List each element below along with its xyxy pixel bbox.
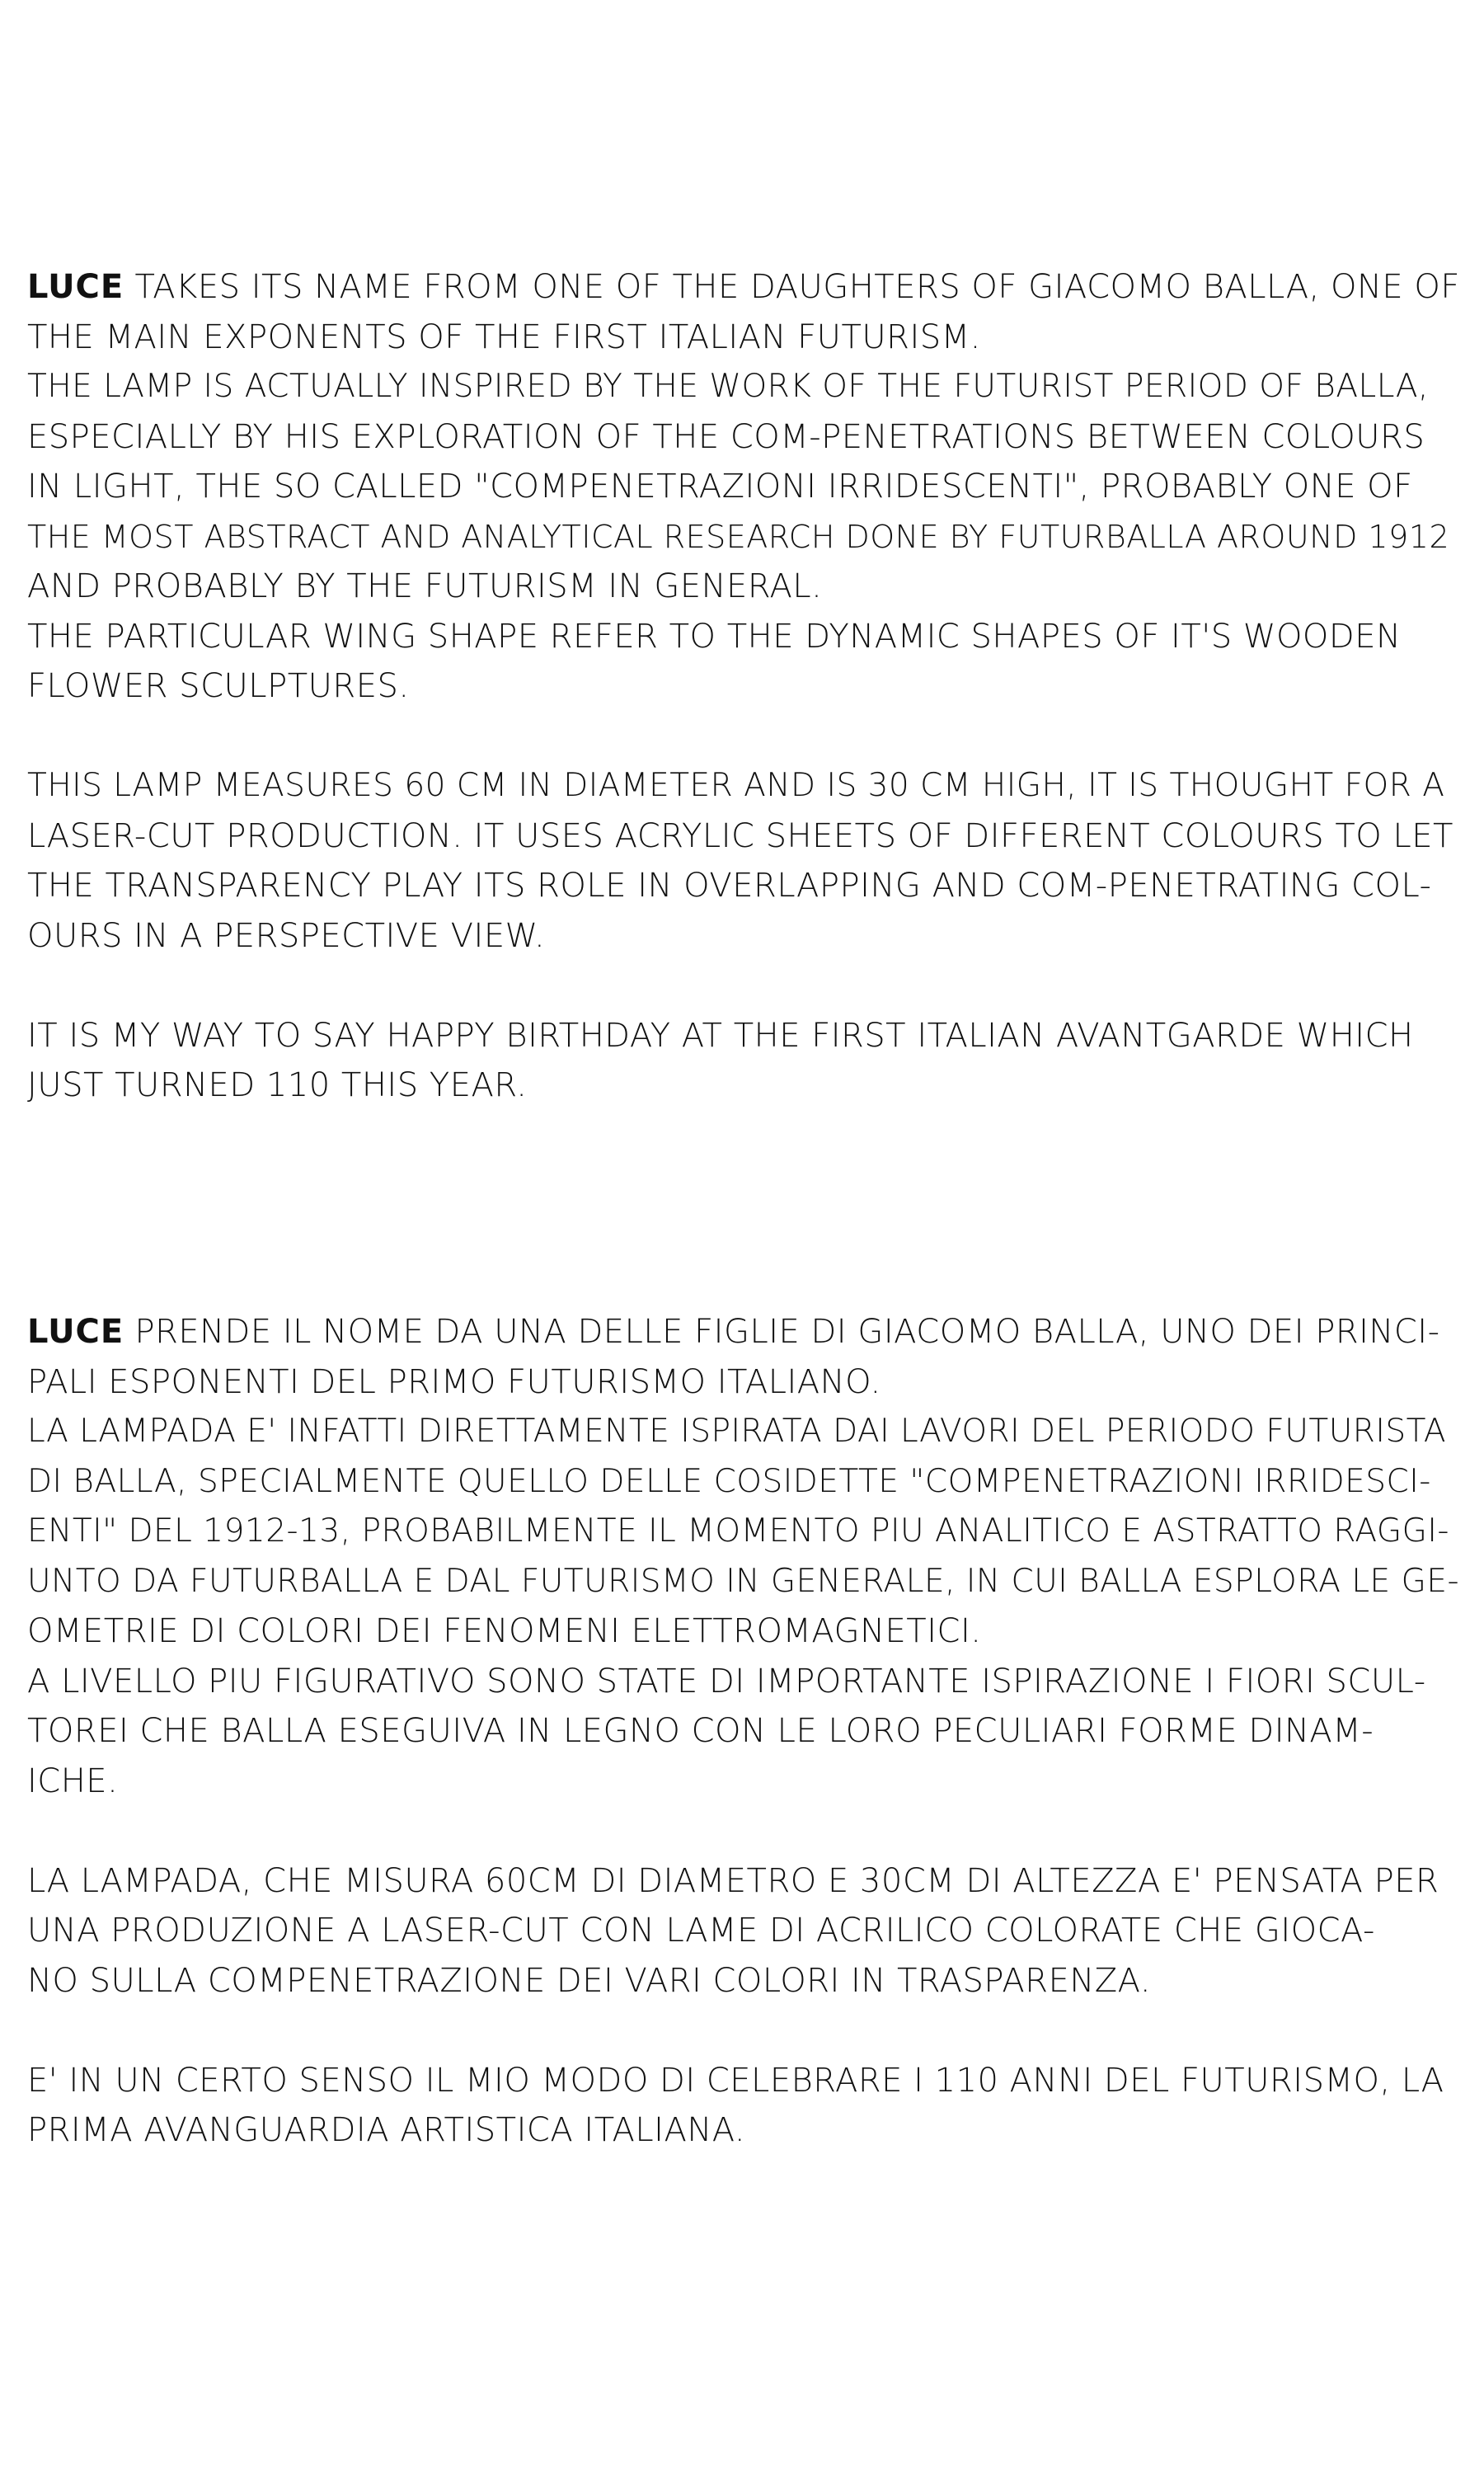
text-line: TOREI CHE BALLA ESEGUIVA IN LEGNO CON LE LORO PECULIARI FORME DINAM-: [27, 1712, 1374, 1750]
text-line: IT IS MY WAY TO SAY HAPPY BIRTHDAY AT THE FIRST ITALIAN AVANTGARDE WHICH: [27, 1016, 1414, 1055]
text-line: THE TRANSPARENCY PLAY ITS ROLE IN OVERLAPPING AND COM-PENETRATING COL-: [27, 867, 1432, 905]
text-line: THIS LAMP MEASURES 60 CM IN DIAMETER AND IS 30 CM HIGH, IT IS THOUGHT FOR A: [27, 767, 1445, 804]
text-line: LUCE TAKES ITS NAME FROM ONE OF THE DAUGHTERS OF GIACOMO BALLA, ONE OF: [27, 268, 1460, 306]
text-line: JUST TURNED 110 THIS YEAR.: [27, 1066, 528, 1104]
paragraph-gap: [27, 1806, 1462, 1856]
text-line: UNTO DA FUTURBALLA E DAL FUTURISMO IN GENERALE, IN CUI BALLA ESPLORA LE GE-: [27, 1562, 1460, 1600]
text-line: ICHE.: [27, 1761, 119, 1800]
paragraph-gap: [27, 712, 1462, 762]
italian-description: [27, 1307, 1462, 2156]
brand-name: LUCE: [27, 1313, 124, 1351]
text-line: THE PARTICULAR WING SHAPE REFER TO THE DYNAMIC SHAPES OF IT'S WOODEN: [27, 617, 1402, 656]
text-line: E' IN UN CERTO SENSO IL MIO MODO DI CELEBRARE I 110 ANNI DEL FUTURISMO, LA: [27, 2061, 1444, 2100]
text-line: THE MAIN EXPONENTS OF THE FIRST ITALIAN FUTURISM.: [27, 317, 981, 356]
paragraph-gap: [27, 2006, 1462, 2056]
brand-name: LUCE: [27, 268, 124, 306]
text-line: AND PROBABLY BY THE FUTURISM IN GENERAL.: [27, 567, 823, 605]
text-line: PRIMA AVANGUARDIA ARTISTICA ITALIANA.: [27, 2111, 746, 2149]
text-line: PALI ESPONENTI DEL PRIMO FUTURISMO ITALIANO.: [27, 1362, 881, 1401]
text-line: A LIVELLO PIU FIGURATIVO SONO STATE DI IMPORTANTE ISPIRAZIONE I FIORI SCUL-: [27, 1662, 1426, 1700]
text-line: FLOWER SCULPTURES.: [27, 667, 410, 705]
text-line: ENTI" DEL 1912-13, PROBABILMENTE IL MOMENTO PIU ANALITICO E ASTRATTO RAGGI-: [27, 1512, 1449, 1550]
text-line: NO SULLA COMPENETRAZIONE DEI VARI COLORI IN TRASPARENZA.: [27, 1961, 1152, 2000]
text-line: OMETRIE DI COLORI DEI FENOMENI ELETTROMAGNETICI.: [27, 1612, 982, 1650]
text-line: LUCE PRENDE IL NOME DA UNA DELLE FIGLIE DI GIACOMO BALLA, UNO DEI PRINCI-: [27, 1313, 1440, 1351]
text-line: LASER-CUT PRODUCTION. IT USES ACRYLIC SHEETS OF DIFFERENT COLOURS TO LET: [27, 816, 1453, 855]
paragraph-gap: [27, 961, 1462, 1011]
english-description: [27, 262, 1462, 1111]
text-line: THE LAMP IS ACTUALLY INSPIRED BY THE WORK OF THE FUTURIST PERIOD OF BALLA,: [27, 368, 1429, 405]
text-line: ESPECIALLY BY HIS EXPLORATION OF THE COM-PENETRATIONS BETWEEN COLOURS: [27, 417, 1425, 456]
text-line: LA LAMPADA E' INFATTI DIRETTAMENTE ISPIRATA DAI LAVORI DEL PERIODO FUTURISTA: [27, 1413, 1447, 1450]
text-line: UNA PRODUZIONE A LASER-CUT CON LAME DI ACRILICO COLORATE CHE GIOCA-: [27, 1912, 1375, 1950]
text-line: LA LAMPADA, CHE MISURA 60CM DI DIAMETRO E 30CM DI ALTEZZA E' PENSATA PER: [27, 1861, 1439, 1900]
text-line: DI BALLA, SPECIALMENTE QUELLO DELLE COSIDETTE "COMPENETRAZIONI IRRIDESCI-: [27, 1462, 1431, 1500]
text-line: THE MOST ABSTRACT AND ANALYTICAL RESEARCH DONE BY FUTURBALLA AROUND 1912: [27, 518, 1450, 555]
text-line: IN LIGHT, THE SO CALLED "COMPENETRAZIONI IRRIDESCENTI", PROBABLY ONE OF: [27, 468, 1413, 506]
text-line: OURS IN A PERSPECTIVE VIEW.: [27, 916, 546, 955]
